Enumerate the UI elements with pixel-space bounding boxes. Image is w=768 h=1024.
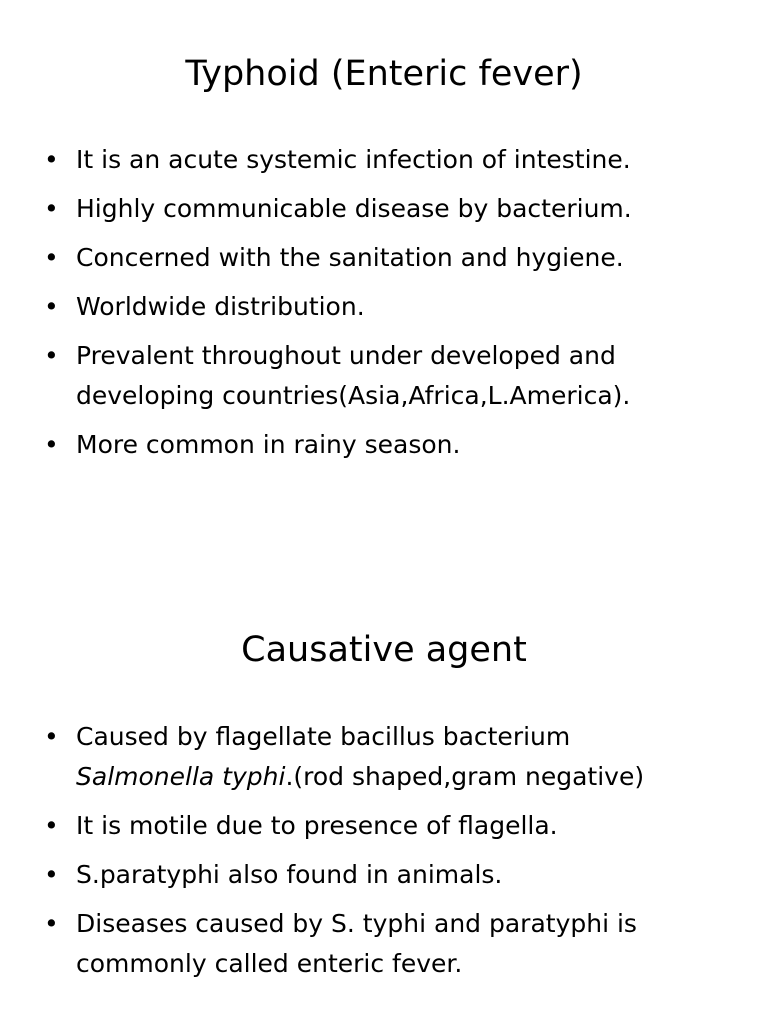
slide-title-typhoid: Typhoid (Enteric fever) [185,54,583,94]
bullet-text: Prevalent throughout under developed and [76,341,616,370]
species-name: Salmonella typhi [76,762,286,791]
list-item [44,904,744,984]
bullet-text: Worldwide distribution. [76,292,365,321]
list-item [44,425,744,465]
bullet-list-typhoid [44,140,744,474]
bullet-text: Highly communicable disease by bacterium. [76,194,632,223]
list-item [44,238,744,278]
bullet-icon: • [44,145,59,174]
bullet-text: commonly called enteric fever. [76,949,463,978]
bullet-text-line2 [76,757,744,797]
list-item [44,806,744,846]
slide-causative-agent [0,512,768,1024]
list-item [44,140,744,180]
bullet-icon: • [44,292,59,321]
bullet-text: Caused by flagellate bacillus bacterium [76,722,571,751]
list-item [44,336,744,416]
bullet-list-causative-agent [44,717,744,993]
bullet-text: More common in rainy season. [76,430,461,459]
bullet-icon: • [44,194,59,223]
bullet-icon: • [44,430,59,459]
bullet-text: developing countries(Asia,Africa,L.America). [76,381,631,410]
bullet-text: S.paratyphi also found in animals. [76,860,503,889]
bullet-icon: • [44,909,59,938]
list-item [44,717,744,797]
bullet-icon: • [44,811,59,840]
bullet-icon: • [44,341,59,370]
bullet-icon: • [44,243,59,272]
bullet-text: It is motile due to presence of flagella. [76,811,558,840]
list-item [44,189,744,229]
slide-title-causative-agent: Causative agent [241,630,527,670]
list-item [44,855,744,895]
bullet-icon: • [44,722,59,751]
bullet-text: Concerned with the sanitation and hygiene. [76,243,624,272]
bullet-icon: • [44,860,59,889]
bullet-text: Diseases caused by S. typhi and paratyphi is [76,909,637,938]
bullet-text: .(rod shaped,gram negative) [285,762,645,791]
list-item [44,287,744,327]
bullet-text: It is an acute systemic infection of intestine. [76,145,631,174]
